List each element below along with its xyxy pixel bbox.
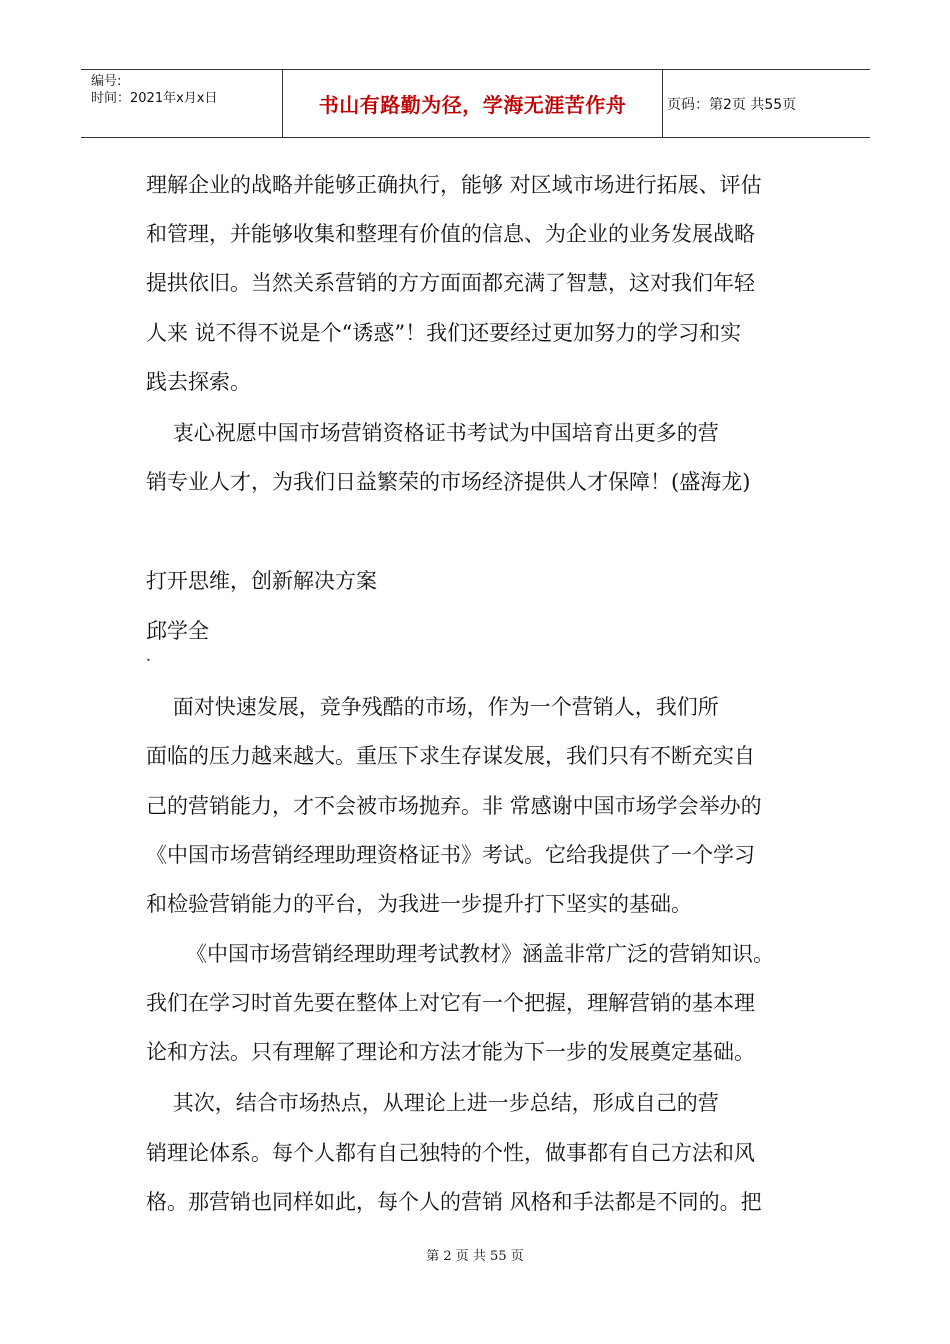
body-line: 格。那营销也同样如此，每个人的营销 风格和手法都是不同的。把 — [146, 1190, 762, 1214]
body-line: 《中国市场营销经理助理考试教材》涵盖非常广泛的营销知识。 — [186, 942, 774, 966]
body-line: 我们在学习时首先要在整体上对它有一个把握，理解营销的基本理 — [146, 991, 755, 1015]
document-time-label: 时间：2021年x月x日 — [91, 91, 218, 106]
body-line: 和检验营销能力的平台，为我进一步提升打下坚实的基础。 — [146, 892, 692, 916]
body-line: 和管理，并能够收集和整理有价值的信息、为企业的业务发展战略 — [146, 222, 755, 246]
body-line: 面临的压力越来越大。重压下求生存谋发展，我们只有不断充实自 — [146, 744, 755, 768]
page-footer: 第 2 页 共 55 页 — [426, 1249, 524, 1264]
header-page-info: 页码：第2页 共55页 — [667, 96, 797, 113]
body-line: 销专业人才，为我们日益繁荣的市场经济提供人才保障！(盛海龙) — [146, 470, 751, 494]
page-header — [81, 69, 870, 138]
body-line: 论和方法。只有理解了理论和方法才能为下一步的发展奠定基础。 — [146, 1040, 755, 1064]
document-number-label: 编号: — [91, 74, 122, 89]
header-meta — [81, 70, 291, 140]
body-line: 人来 说不得不说是个“诱惑”！我们还要经过更加努力的学习和实 — [146, 321, 742, 345]
header-motto: 书山有路勤为径，学海无涯苦作舟 — [282, 70, 663, 137]
body-line: 提拱依旧。当然关系营销的方方面面都充满了智慧，这对我们年轻 — [146, 271, 755, 295]
body-line: 销理论体系。每个人都有自己独特的个性，做事都有自己方法和风 — [146, 1141, 755, 1165]
author-name: 邱学全 — [146, 619, 209, 643]
body-line: 衷心祝愿中国市场营销资格证书考试为中国培育出更多的营 — [146, 421, 719, 445]
body-line: 践去探索。 — [146, 370, 251, 394]
body-line: 其次，结合市场热点，从理论上进一步总结，形成自己的营 — [146, 1091, 719, 1115]
body-line: 理解企业的战略并能够正确执行，能够 对区域市场进行拓展、评估 — [146, 173, 762, 197]
bullet-dot: • — [146, 656, 151, 665]
section-title: 打开思维，创新解决方案 — [146, 569, 377, 593]
body-line: 己的营销能力，才不会被市场抛弃。非 常感谢中国市场学会举办的 — [146, 794, 762, 818]
body-line: 面对快速发展，竞争残酷的市场，作为一个营销人，我们所 — [146, 695, 719, 719]
body-line: 《中国市场营销经理助理资格证书》考试。它给我提供了一个学习 — [146, 843, 755, 867]
